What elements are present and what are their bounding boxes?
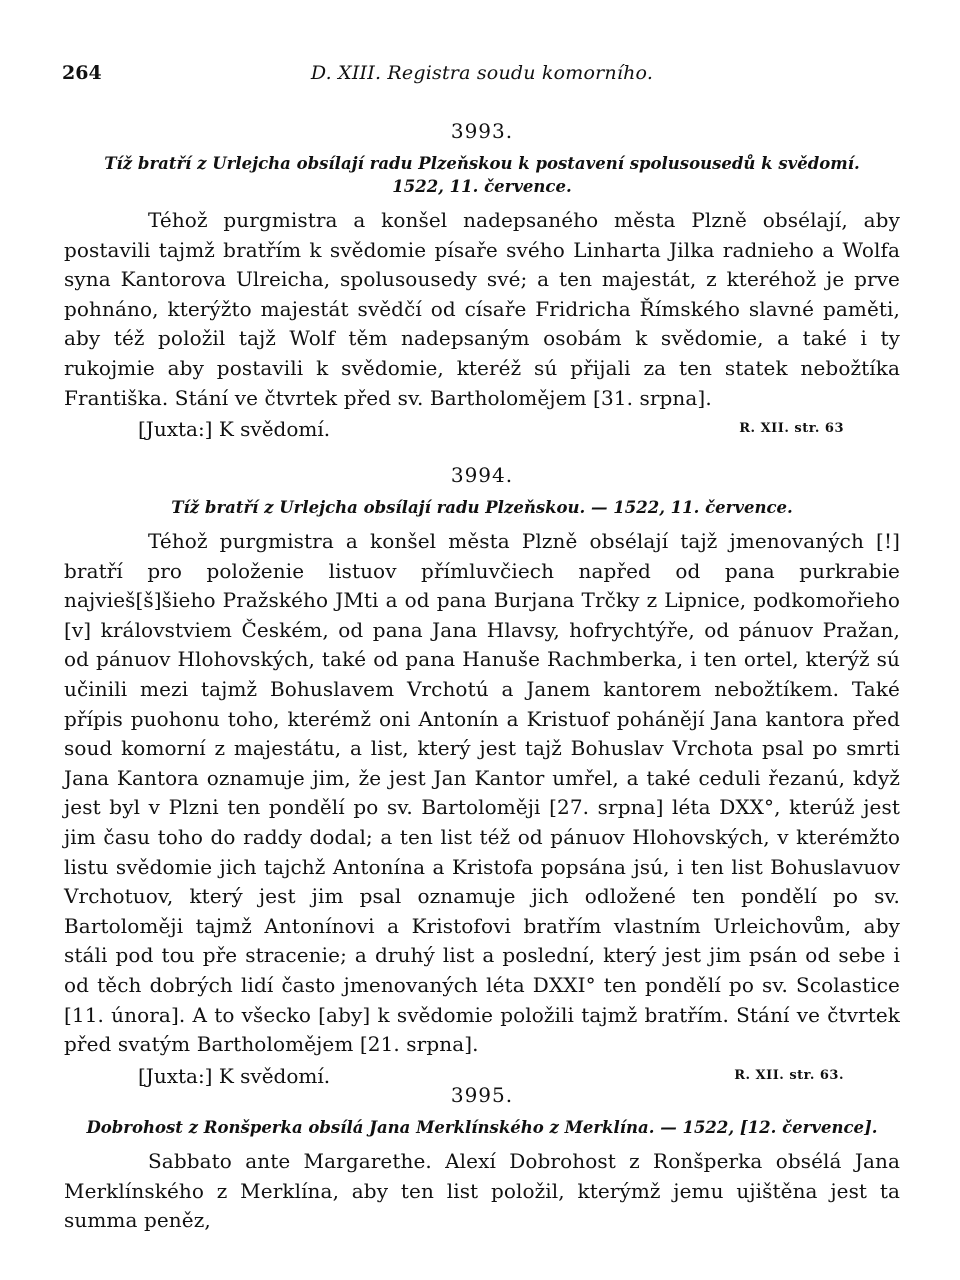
entry-date: 1522, 11. července. (392, 177, 572, 196)
entry-3994 (64, 462, 900, 1092)
entry-number: 3995. (450, 1083, 514, 1107)
register-reference: R. XII. str. 63 (739, 421, 844, 437)
entry-text: Sabbato ante Margarethe. Alexí Dobrohost z Ronšperka obsélá Jana Merklínského z Merklína, aby ten list položil, kterýmž jemu ujištěna jest ta summa peněz, (64, 1149, 900, 1233)
entry-summary (64, 496, 900, 519)
entry-summary (64, 1116, 900, 1139)
juxta-line (64, 415, 900, 445)
entry-3993 (64, 118, 900, 445)
page-number: 264 (62, 62, 102, 84)
summary-text: Tíž bratří z Urlejcha obsílají radu Plzeňskou k postavení spolusousedů k svědomí. (104, 154, 860, 173)
register-reference: R. XII. str. 63. (734, 1067, 844, 1083)
running-title: D. XIII. Registra soudu komorního. (310, 62, 654, 84)
summary-text: Tíž bratří z Urlejcha obsílají radu Plzeňskou. (171, 498, 586, 517)
entry-3995 (64, 1082, 900, 1236)
juxta-note: [Juxta:] K svědomí. (138, 417, 331, 442)
entry-number: 3993. (450, 119, 514, 143)
entry-text: Téhož purgmistra a konšel nadepsaného města Plzně obsélají, aby postavili tajmž bratřím k svědomie písaře svého Linharta Jilka radnieho a Wolfa syna Kantorova Ulreicha, spolusousedy své; a ten majestát, z kteréhož je prve pohnáno, kterýžto majestát svědčí od císaře Fridricha Římského slavné paměti, aby též položil tajž Wolf těm nadepsaným osobám k svědomie, a také i ty rukojmie aby postavili k svědomie, kteréž sú přijali za ten statek nebožtíka Františka. Stání ve čtvrtek před sv. Bartholomějem [31. srpna]. (64, 208, 900, 410)
entry-number: 3994. (450, 463, 514, 487)
entry-summary (64, 152, 900, 198)
juxta-note: [Juxta:] K svědomí. (138, 1063, 331, 1088)
summary-text: Dobrohost z Ronšperka obsílá Jana Merklínského z Merklína. (86, 1118, 655, 1137)
entry-date: — 1522, [12. července]. (660, 1118, 878, 1137)
entry-date: — 1522, 11. července. (591, 498, 793, 517)
entry-text: Téhož purgmistra a konšel města Plzně obsélají tajž jmenovaných [!] bratří pro položenie listuov přímluvčiech napřed od pana purkrabie najvieš[š]šieho Pražského JMti a od pana Burjana Trčky z Lipnice, podkomořieho [v] královstviem Českém, od pana Jana Hlavsy, hofrychtýře, od pánuov Pražan, od pánuov Hlohovských, také od pana Hanuše Rachmberka, i ten ortel, kterýž sú učinili mezi tajmž Bohuslavem Vrchotú a Janem kantorem nebožtíkem. Také přípis puohonu toho, kterémž oni Antonín a Kristuof pohánějí Jana kantora před soud komorní z majestátu, a list, který jest tajž Bohuslav Vrchota psal po smrti Jana Kantora oznamuje jim, že jest Jan Kantor umřel, a také ceduli řezanú, když jest byl v Plzni ten pondělí po sv. Bartoloměji [27. srpna] léta DXX°, kterúž jest jim času toho do raddy dodal; a ten list též od pánuov Hlohovských, v kterémžto listu svědomie jich tajchž Antonína a Kristofa popsána jsú, i ten list Bohuslavuov Vrchotuov, který jest jim psal oznamuje jich odložené ten pondělí po sv. Bartoloměji tajmž Antonínovi a Kristofovi bratřím vlastním Urleichovům, aby stáli pod tou pře stracenie; a druhý list a poslední, který jest jim psán od sebe i od těch dobrých lidí často jmenovaných léta DXXI° ten pondělí po sv. Scolastice [11. února]. A to všecko [aby] k svědomie položili tajmž bratřím. Stání ve čtvrtek před svatým Bartholomějem [21. srpna]. (64, 529, 900, 1057)
running-head (62, 62, 902, 90)
